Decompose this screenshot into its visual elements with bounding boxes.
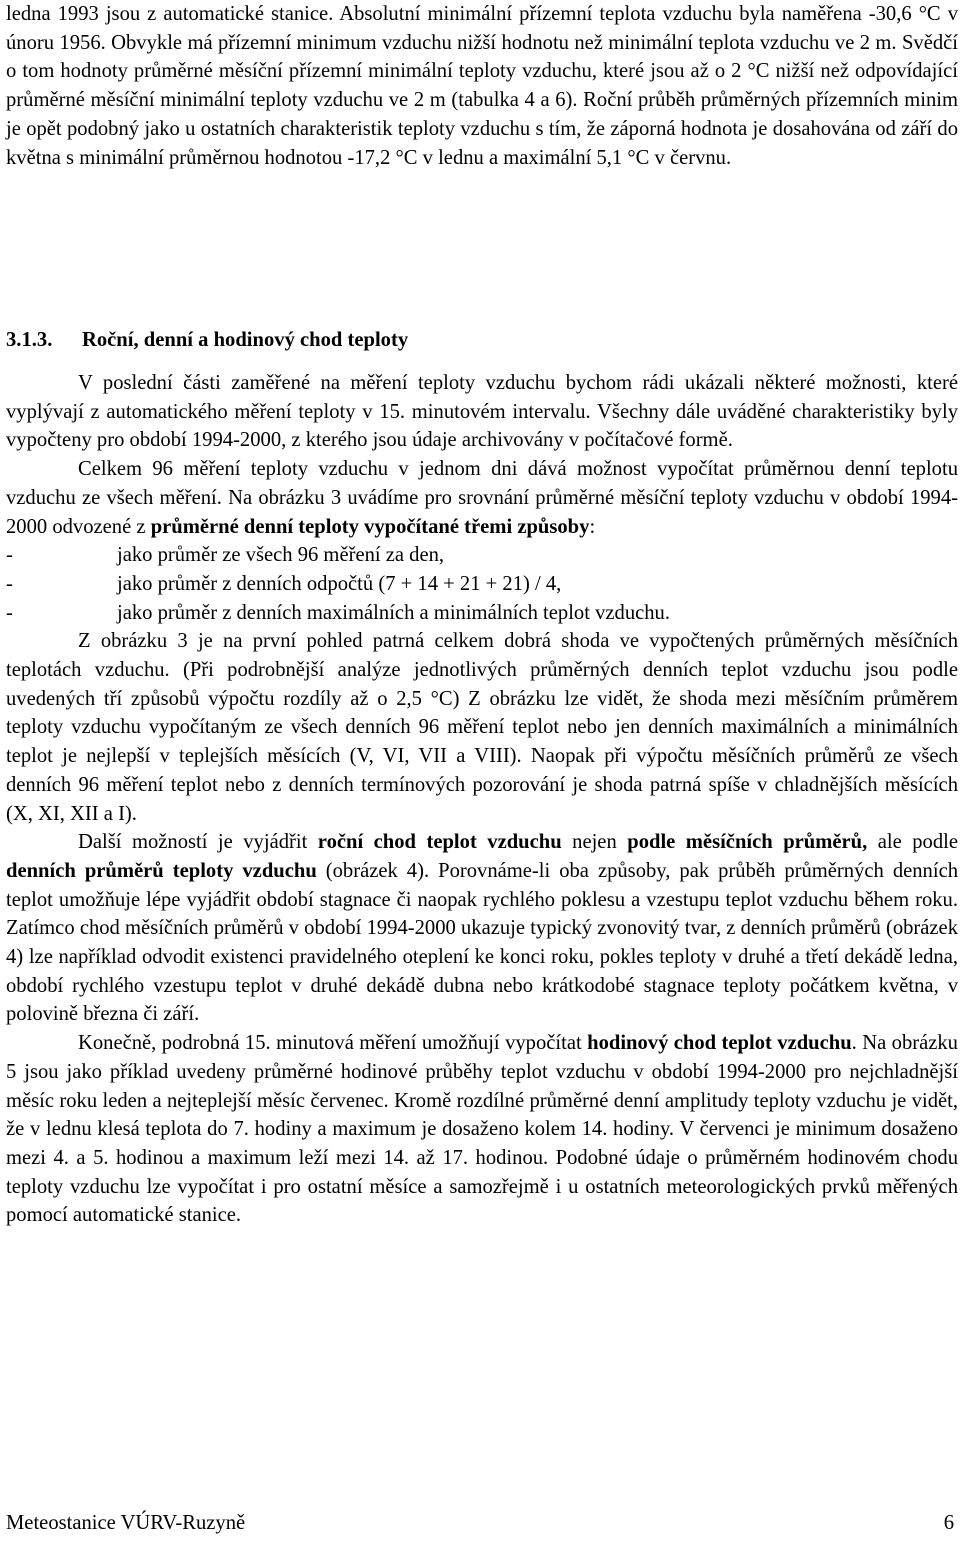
paragraph-4-text: Další možností je vyjádřit xyxy=(78,831,318,854)
paragraph-4-text: ale podle xyxy=(867,831,958,854)
section-number: 3.1.3. xyxy=(6,329,53,351)
page-footer xyxy=(6,1512,954,1542)
intro-paragraph xyxy=(6,0,958,172)
page-number: 6 xyxy=(943,1512,954,1534)
paragraph-3: Z obrázku 3 je na první pohled patrná celkem dobrá shoda ve vypočtených průměrných měsíčních teplotách vzduchu. (Při podrobnější analýze jednotlivých průměrných denních teplot vzduchu jsou podle uvedených tří způsobů výpočtu rozdíly až o 2,5 °C) Z obrázku lze vidět, že shoda mezi měsíčním průměrem teploty vzduchu vypočítaným ze všech denních 96 měření teplot nebo jen denních maximálních a minimálních teplot je nejlepší v teplejších měsících (V, VI, VII a VIII). Naopak při výpočtu měsíčních průměrů ze všech denních 96 měření teplot nebo z denních termínových pozorování je shoda patrná spíše v chladnějších měsících (X, XI, XII a I). xyxy=(6,630,958,825)
paragraph-4-emphasis: roční chod teplot vzduchu xyxy=(317,831,562,854)
list-item: - jako průměr ze všech 96 měření za den, xyxy=(6,541,958,570)
paragraph-2-end: : xyxy=(589,515,596,538)
paragraph-2 xyxy=(6,455,958,541)
methods-list xyxy=(6,541,958,627)
section-body xyxy=(6,369,958,1230)
intro-text: ledna 1993 jsou z automatické stanice. Absolutní minimální přízemní teplota vzduchu byla naměřena -30,6 °C v únoru 1956. Obvykle má přízemní minimum vzduchu nižší hodnotu než minimální teplota vzduchu ve 2 m. Svědčí o tom hodnoty průměrné měsíční přízemní minimální teploty vzduchu, které jsou až o 2 °C nižší než odpovídající průměrné měsíční minimální teploty vzduchu ve 2 m (tabulka 4 a 6). Roční průběh průměrných přízemních minim je opět podobný jako u ostatních charakteristik teploty vzduchu s tím, že záporná hodnota je dosahována od září do května s minimální průměrnou hodnotou -17,2 °C v lednu a maximální 5,1 °C v červnu. xyxy=(6,3,958,169)
section-heading xyxy=(6,326,946,354)
paragraph-4-emphasis: denních průměrů teploty vzduchu xyxy=(6,859,317,882)
paragraph-2-emphasis: průměrné denní teploty vypočítané třemi způsoby xyxy=(150,515,590,538)
paragraph-5-text: . Na obrázku 5 jsou jako příklad uvedeny průměrné hodinové průběhy teplot vzduchu v období 1994-2000 pro nejchladnější měsíc roku leden a nejteplejší měsíc červenec. Kromě rozdílné průměrné denní amplitudy teploty vzduchu je vidět, že v lednu klesá teplota do 7. hodiny a maximum je dosaženo kolem 14. hodiny. V červenci je minimum dosaženo mezi 4. a 5. hodinou a maximum leží mezi 14. až 17. hodinou. Podobné údaje o průměrném hodinovém chodu teploty vzduchu lze vypočítat i pro ostatní měsíce a samozřejmě i u ostatních meteorologických prvků měřených pomocí automatické stanice. xyxy=(6,1032,958,1227)
paragraph-5-text: Konečně, podrobná 15. minutová měření umožňují vypočítat xyxy=(78,1032,588,1055)
section-title: Roční, denní a hodinový chod teploty xyxy=(82,329,409,351)
list-item: - jako průměr z denních maximálních a minimálních teplot vzduchu. xyxy=(6,599,958,628)
paragraph-4-text: nejen xyxy=(561,831,628,854)
paragraph-4 xyxy=(6,828,958,1029)
paragraph-2-text: Celkem 96 měření teploty vzduchu v jednom dni dává možnost vypočítat průměrnou denní teplotu vzduchu ze všech měření. Na obrázku 3 uvádíme pro srovnání průměrné měsíční teploty vzduchu v období 1994-2000 odvozené z xyxy=(6,458,958,538)
paragraph-1: V poslední části zaměřené na měření teploty vzduchu bychom rádi ukázali některé možnosti, které vyplývají z automatického měření teploty v 15. minutovém intervalu. Všechny dále uváděné charakteristiky byly vypočteny pro období 1994-2000, z kterého jsou údaje archivovány v počítačové formě. xyxy=(6,372,958,452)
paragraph-5-emphasis: hodinový chod teplot vzduchu xyxy=(587,1032,852,1055)
list-item: - jako průměr z denních odpočtů (7 + 14 + 21 + 21) / 4, xyxy=(6,570,958,599)
footer-title: Meteostanice VÚRV-Ruzyně xyxy=(6,1512,246,1534)
paragraph-4-emphasis: podle měsíčních průměrů, xyxy=(627,831,868,854)
paragraph-5 xyxy=(6,1029,958,1230)
paragraph-4-text: (obrázek 4). Porovnáme-li oba způsoby, pak průběh průměrných denních teplot umožňuje lépe vyjádřit období stagnace či naopak rychlého poklesu a vzestupu teplot vzduchu během roku. Zatímco chod měsíčních průměrů v období 1994-2000 ukazuje typický zvonovitý tvar, z denních průměrů (obrázek 4) lze například odvodit existenci pravidelného oteplení ke konci roku, pokles teploty v druhé a třetí dekádě ledna, období rychlého vzestupu teplot v druhé dekádě dubna nebo krátkodobé stagnace teploty počátkem května, v polovině března či září. xyxy=(6,859,959,1026)
